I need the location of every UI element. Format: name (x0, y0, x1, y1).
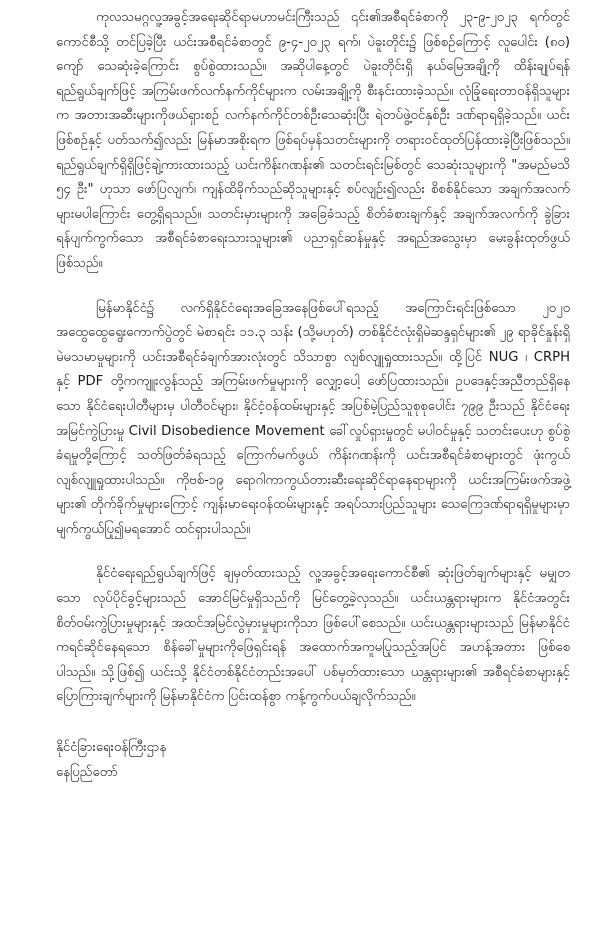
paragraph-2: မြန်မာနိုင်ငံ၌ လက်ရှိနိုင်ငံရေးအခြေအနေဖြစ်ပေါ်ရသည့် အကြောင်းရင်းဖြစ်သော ၂၀၂၀ အထွေထွေရွေးကောက်ပွဲတွင် မဲစာရင်း ၁၁.၃ သန်း (သို့မဟုတ်) တစ်နိုင်ငံလုံးရှိမဲဆန္ဒရှင်များ၏ ၂၉ ရာခိုင်နှုန်းရှိ မဲမသမာမှုများကို ယင်းအစီရင်ခံချက်အားလုံးတွင် သိသာစွာ လျစ်လျူရှုထားသည်။ ထို့ပြင် NUG ၊ CRPH နှင့် PDF တို့ကကျူးလွန်သည့် အကြမ်းဖက်မှုများကို လျှော့ပေါ့ ဖော်ပြထားသည်။ ဥပဒေနှင့်အညီတည်ရှိနေသော နိုင်ငံရေးပါတီများမှ ပါတီဝင်များ၊ နိုင်ငံ့ဝန်ထမ်းများနှင့် အပြစ်မဲ့ပြည်သူစုစုပေါင်း ၇၉၉ ဦးသည် နိုင်ငံရေးအမြင်ကွဲပြားမှု Civil Disobedience Movement ခေါ်လှုပ်ရှားမှုတွင် မပါဝင်မှုနှင့် သတင်းပေးဟု စွပ်စွဲခံရမှုတို့ကြောင့် သတ်ဖြတ်ခံရသည့် ကြောက်မက်ဖွယ် ကိန်းဂဏန်းကို ယင်းအစီရင်ခံစာများတွင် ဖုံးကွယ်လျစ်လျူရှုထားပါသည်။ ကိုဗစ်-၁၉ ရောဂါကာကွယ်တားဆီးရေးဆိုင်ရာနေရာများကို ယင်းအကြမ်းဖက်အဖွဲ့များ၏ တိုက်ခိုက်မှုများကြောင့် ကျန်းမာရေးဝန်ထမ်းများနှင့် အရပ်သားပြည်သူများ သေကြေဒဏ်ရာရရှိမှုများမှာ မျက်ကွယ်ပြု၍မရအောင် ထင်ရှားပါသည်။ (56, 300, 570, 537)
paragraph-1: ကုလသမဂ္ဂလူ့အခွင့်အရေးဆိုင်ရာမဟာမင်းကြီးသည် ၎င်း၏အစီရင်ခံစာကို ၂၃-၉-၂၀၂၃ ရက်တွင် ကောင်စီသို့ တင်ပြခဲ့ပြီး ယင်းအစီရင်ခံစာတွင် ၉-၄-၂၀၂၃ ရက်၊ ပဲခူးတိုင်း၌ ဖြစ်စဉ်ကြောင့် လူပေါင်း (၈၀) ကျော် သေဆုံးခဲ့ကြောင်း စွပ်စွဲထားသည်။ အဆိုပါနေ့တွင် ပဲခူးတိုင်းရှိ နယ်မြေအချို့ကို ထိန်းချုပ်ရန်ရည်ရွယ်ချက်ဖြင့် အကြမ်းဖက်လက်နက်ကိုင်များက လမ်းအချို့ကို စီးနင်းထားခဲ့သည်။ လုံခြုံရေးတာဝန်ရှိသူများက အတားအဆီးများကိုဖယ်ရှားစဉ် လက်နက်ကိုင်တစ်ဦးသေဆုံးပြီး ရဲတပ်ဖွဲ့ဝင်နှစ်ဦး ဒဏ်ရာရရှိခဲ့သည်။ ယင်းဖြစ်စဉ်နှင့် ပတ်သက်၍လည်း မြန်မာအစိုးရက ဖြစ်ရပ်မှန်သတင်းများကို တရားဝင်ထုတ်ပြန်ထားခဲ့ပြီးဖြစ်သည်။ ရည်ရွယ်ချက်ရှိရှိဖြင့်ချဲ့ကားထားသည့် ယင်းကိန်းဂဏန်း၏ သတင်းရင်းမြစ်တွင် သေဆုံးသူများကို "အမည်မသိ ၅၄ ဦး" ဟုသာ ဖော်ပြလျက်၊ ကျန်ထိခိုက်သည်ဆိုသူများနှင့် စပ်လျဉ်း၍လည်း စိစစ်နိုင်သော အချက်အလက်များမပါကြောင်း တွေ့ရှိရသည်။ သတင်းမှားများကို အခြေခံသည့် စိတ်ခံစားချက်နှင့် အချက်အလက်ကို ခွဲခြားရန်ပျက်ကွက်သော အစီရင်ခံစာရေးသားသူများ၏ ပညာရှင်ဆန်မှုနှင့် အရည်အသွေးမှာ မေးခွန်းထုတ်ဖွယ် ဖြစ်သည်။ (56, 10, 570, 271)
issue-place: နေပြည်တော် (56, 764, 118, 780)
signature-block (56, 736, 570, 785)
paragraph-3: နိုင်ငံရေးရည်ရွယ်ချက်ဖြင့် ချမှတ်ထားသည့် လူ့အခွင့်အရေးကောင်စီ၏ ဆုံးဖြတ်ချက်များနှင့် မမျှတသော လုပ်ပိုင်ခွင့်များသည် အောင်မြင်မှုရှိသည်ကို မြင်တွေ့ခဲ့လှသည်။ ယင်းယန္တရားများက နိုင်ငံအတွင်း စိတ်ဝမ်းကွဲပြားမှုများနှင့် အထင်အမြင်လွဲမှားမှုများကိုသာ ဖြစ်ပေါ်စေသည်။ ယင်းယန္တရားများသည် မြန်မာနိုင်ငံကရင်ဆိုင်နေရသော စိန်ခေါ်မှုများကိုဖြေရှင်းရန် အထောက်အကူမပြုသည့်အပြင် အဟန့်အတား ဖြစ်စေပါသည်။ သို့ဖြစ်၍ ယင်းသို့ နိုင်ငံတစ်နိုင်ငံတည်းအပေါ် ပစ်မှတ်ထားသော ယန္တရားများ၏ အစီရင်ခံစာများနှင့် ပြောကြားချက်များကို မြန်မာနိုင်ငံက ပြင်းထန်စွာ ကန့်ကွက်ပယ်ချလိုက်သည်။ (56, 566, 570, 705)
ministry-name: နိုင်ငံခြားရေးဝန်ကြီးဌာန (56, 740, 167, 756)
